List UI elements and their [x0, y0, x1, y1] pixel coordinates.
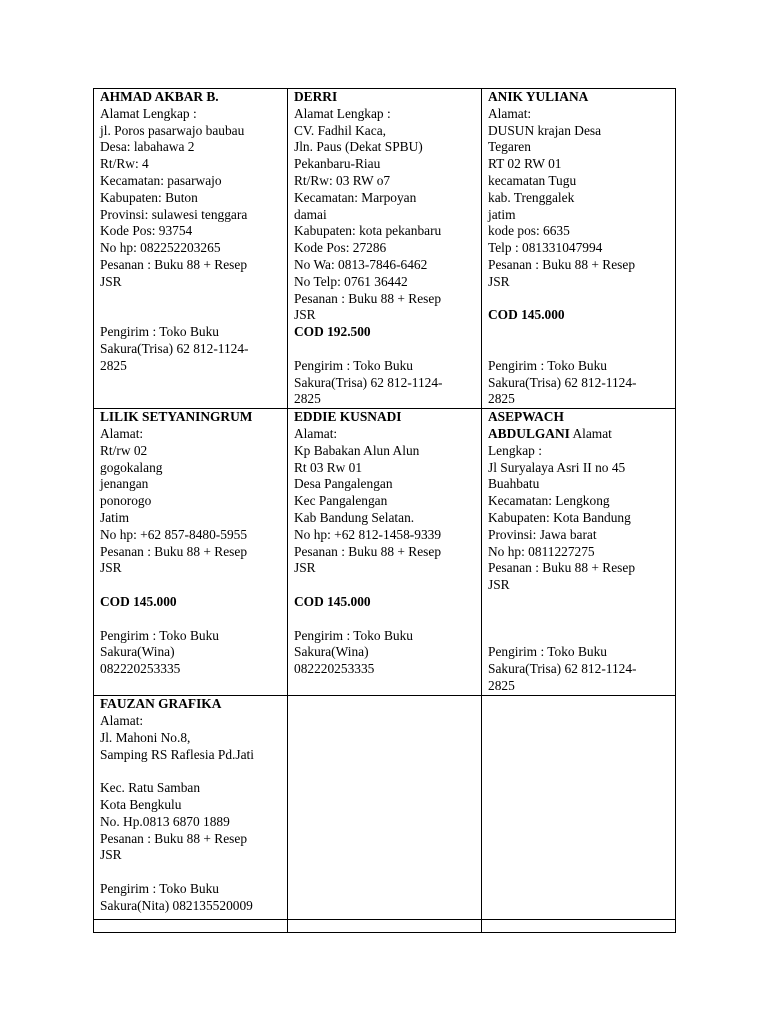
recipient-name: ANIK YULIANA	[488, 89, 589, 104]
text-line: Sakura(Wina)	[100, 644, 175, 660]
empty-cell	[94, 920, 288, 933]
text-line: JSR	[100, 560, 122, 576]
text-line: Alamat:	[488, 105, 532, 121]
sender-info	[488, 644, 672, 694]
address-lines	[100, 426, 284, 577]
text-line: JSR	[488, 577, 510, 593]
text-line: damai	[294, 206, 327, 222]
recipient-name: DERRI	[294, 89, 338, 104]
text-line: JSR	[294, 307, 316, 323]
address-cell-4	[94, 409, 288, 696]
text-line: Buahbatu	[488, 476, 540, 492]
text-line: Rt 03 Rw 01	[294, 459, 363, 475]
recipient-name: LILIK SETYANINGRUM	[100, 409, 253, 425]
text-line: Kabupaten: Kota Bandung	[488, 509, 631, 525]
sender-info	[488, 358, 672, 408]
text-line: Pengirim : Toko Buku	[488, 644, 607, 660]
cod-amount: COD 145.000	[100, 593, 177, 609]
text-line: Jln. Paus (Dekat SPBU)	[294, 139, 423, 155]
text-line: Pengirim : Toko Buku	[100, 880, 219, 896]
address-lines	[294, 426, 478, 577]
table-row	[94, 409, 676, 696]
recipient-name: AHMAD AKBAR B.	[100, 89, 219, 104]
text-line: Tegaren	[488, 139, 531, 155]
text-line: kab. Trenggalek	[488, 189, 575, 205]
text-line: Lengkap :	[488, 442, 542, 458]
text-line: No hp: +62 812-1458-9339	[294, 526, 442, 542]
address-lines	[488, 443, 672, 594]
text-line: 082220253335	[100, 661, 181, 677]
text-line: Kp Babakan Alun Alun	[294, 442, 420, 458]
cod-amount: COD 192.500	[294, 324, 371, 340]
address-cell-5	[288, 409, 482, 696]
text-line: Kota Bengkulu	[100, 796, 182, 812]
text-line: 2825	[488, 391, 515, 407]
text-line: Provinsi: sulawesi tenggara	[100, 206, 248, 222]
address-cell-1	[94, 89, 288, 409]
address-cell-2	[288, 89, 482, 409]
text-line: 2825	[100, 357, 127, 373]
text-line: No Wa: 0813-7846-6462	[294, 256, 428, 272]
text-line: Sakura(Trisa) 62 812-1124-	[488, 661, 637, 677]
text-line: gogokalang	[100, 459, 163, 475]
text-line: No hp: 082252203265	[100, 240, 221, 256]
text-line: RT 02 RW 01	[488, 156, 562, 172]
empty-cell	[482, 696, 676, 920]
sender-info	[294, 628, 478, 678]
text-line: Pengirim : Toko Buku	[100, 627, 219, 643]
text-line: Rt/Rw: 4	[100, 156, 149, 172]
text-line: Kecamatan: Marpoyan	[294, 189, 417, 205]
text-line: JSR	[100, 847, 122, 863]
cod-amount: COD 145.000	[488, 307, 565, 323]
text-line: Jl. Mahoni No.8,	[100, 729, 191, 745]
sender-info	[100, 324, 284, 374]
text-line: Pengirim : Toko Buku	[488, 357, 607, 373]
text-line: kecamatan Tugu	[488, 172, 577, 188]
table-row	[94, 696, 676, 920]
text-line: Sakura(Trisa) 62 812-1124-	[488, 374, 637, 390]
text-line: Kab Bandung Selatan.	[294, 509, 415, 525]
text-line: Kabupaten: kota pekanbaru	[294, 223, 442, 239]
text-line: Kecamatan: pasarwajo	[100, 172, 222, 188]
address-lines	[100, 106, 284, 291]
recipient-name: FAUZAN GRAFIKA	[100, 696, 222, 712]
sender-info	[100, 628, 284, 678]
text-line: Pesanan : Buku 88 + Resep	[100, 256, 248, 272]
text-line: Pesanan : Buku 88 + Resep	[100, 830, 248, 846]
sender-info	[100, 881, 284, 915]
text-line: No Telp: 0761 36442	[294, 273, 408, 289]
text-line: Pengirim : Toko Buku	[100, 324, 219, 340]
text-line: Desa: labahawa 2	[100, 139, 195, 155]
text-line: Jl Suryalaya Asri II no 45	[488, 459, 626, 475]
text-line: 082220253335	[294, 661, 375, 677]
text-line: Pengirim : Toko Buku	[294, 357, 413, 373]
text-line: Kec. Ratu Samban	[100, 780, 201, 796]
address-label-table	[93, 88, 676, 933]
text-line: Pengirim : Toko Buku	[294, 627, 413, 643]
text-line: Pesanan : Buku 88 + Resep	[294, 543, 442, 559]
text-line: Kec Pangalengan	[294, 493, 388, 509]
table-row	[94, 920, 676, 933]
text-line: Alamat Lengkap :	[294, 105, 391, 121]
text-line: Desa Pangalengan	[294, 476, 393, 492]
text-line: Pesanan : Buku 88 + Resep	[294, 290, 442, 306]
address-cell-6	[482, 409, 676, 696]
text-line: Sakura(Wina)	[294, 644, 369, 660]
address-lines	[488, 106, 672, 291]
recipient-name-line1: ASEPWACH	[488, 409, 564, 425]
text-line: ponorogo	[100, 493, 152, 509]
text-line: Kode Pos: 27286	[294, 240, 387, 256]
text-line: Kabupaten: Buton	[100, 189, 198, 205]
text-line: Pesanan : Buku 88 + Resep	[488, 560, 636, 576]
text-line: Alamat Lengkap :	[100, 105, 197, 121]
text-line: Jatim	[100, 509, 130, 525]
text-line: Provinsi: Jawa barat	[488, 526, 597, 542]
text-line: 2825	[488, 677, 515, 693]
text-line: No hp: 0811227275	[488, 543, 595, 559]
text-line: Pesanan : Buku 88 + Resep	[100, 543, 248, 559]
text-line: DUSUN krajan Desa	[488, 122, 602, 138]
text-line: CV. Fadhil Kaca,	[294, 122, 386, 138]
text-line: Sakura(Trisa) 62 812-1124-	[294, 374, 443, 390]
text-line: Pesanan : Buku 88 + Resep	[488, 256, 636, 272]
text-line: Rt/Rw: 03 RW o7	[294, 172, 391, 188]
address-cell-3	[482, 89, 676, 409]
address-lines-2	[100, 780, 284, 864]
text-line: JSR	[488, 273, 510, 289]
text-line: Samping RS Raflesia Pd.Jati	[100, 746, 254, 762]
empty-cell	[482, 920, 676, 933]
text-line: Kode Pos: 93754	[100, 223, 193, 239]
text-line: JSR	[294, 560, 316, 576]
text-line: Alamat:	[100, 425, 144, 441]
text-line: kode pos: 6635	[488, 223, 570, 239]
text-line: Telp : 081331047994	[488, 240, 603, 256]
text-line: Alamat:	[100, 712, 144, 728]
recipient-name-line2: ABDULGANI Alamat	[488, 425, 612, 441]
sender-info	[294, 358, 478, 408]
text-line: Kecamatan: Lengkong	[488, 493, 610, 509]
text-line: jatim	[488, 206, 516, 222]
address-lines	[100, 713, 284, 763]
text-line: Pekanbaru-Riau	[294, 156, 381, 172]
text-line: 2825	[294, 391, 321, 407]
address-lines	[294, 106, 478, 324]
text-line: jenangan	[100, 476, 149, 492]
text-line: No. Hp.0813 6870 1889	[100, 813, 230, 829]
address-cell-7	[94, 696, 288, 920]
table-row	[94, 89, 676, 409]
text-line: JSR	[100, 273, 122, 289]
text-line: Alamat:	[294, 425, 338, 441]
text-line: Sakura(Nita) 082135520009	[100, 897, 253, 913]
cod-amount: COD 145.000	[294, 593, 371, 609]
text-line: jl. Poros pasarwajo baubau	[100, 122, 245, 138]
text-line: Sakura(Trisa) 62 812-1124-	[100, 340, 249, 356]
empty-cell	[288, 696, 482, 920]
text-line: No hp: +62 857-8480-5955	[100, 526, 248, 542]
recipient-name: EDDIE KUSNADI	[294, 409, 402, 425]
text-line: Rt/rw 02	[100, 442, 148, 458]
empty-cell	[288, 920, 482, 933]
